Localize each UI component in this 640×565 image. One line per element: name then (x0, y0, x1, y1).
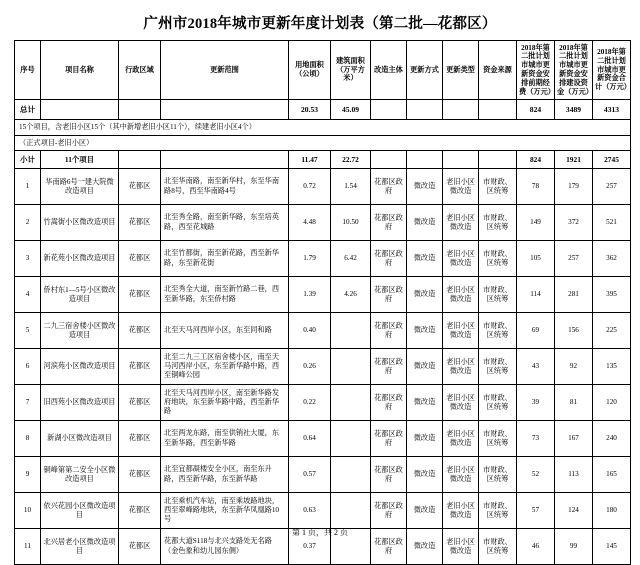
cell-build (331, 349, 371, 385)
cell-land: 1.79 (289, 241, 331, 277)
cell-land: 0.72 (289, 169, 331, 205)
total-name (41, 100, 119, 120)
cell-type: 老旧小区微改造 (443, 241, 479, 277)
header-seq: 序号 (15, 41, 41, 100)
cell-subject: 花都区政府 (371, 493, 407, 529)
header-fund-source: 资金来源 (479, 41, 517, 100)
cell-subject: 花都区政府 (371, 457, 407, 493)
cell-sum: 257 (593, 169, 631, 205)
cell-project-name: 侨村东1—5号小区微改造项目 (41, 277, 119, 313)
cell-admin: 花都区 (119, 529, 161, 565)
cell-pre: 57 (517, 493, 555, 529)
cell-land: 0.37 (289, 529, 331, 565)
table-row (15, 241, 631, 277)
cell-scope: 花都大道S118与北兴支路处无名路（金色象和幼儿园东侧） (161, 529, 289, 565)
subtotal-build: 22.72 (331, 151, 371, 169)
cell-sum: 240 (593, 421, 631, 457)
cell-land: 1.39 (289, 277, 331, 313)
cell-admin: 花都区 (119, 241, 161, 277)
cell-build (331, 457, 371, 493)
cell-type: 老旧小区微改造 (443, 457, 479, 493)
cell-seq: 5 (15, 313, 41, 349)
cell-seq: 9 (15, 457, 41, 493)
table-row (15, 385, 631, 421)
cell-sum: 180 (593, 493, 631, 529)
cell-cons: 167 (555, 421, 593, 457)
cell-type: 老旧小区微改造 (443, 493, 479, 529)
cell-build (331, 313, 371, 349)
subtotal-label: 小计 (15, 151, 41, 169)
cell-type: 老旧小区微改造 (443, 205, 479, 241)
cell-build (331, 385, 371, 421)
cell-seq: 10 (15, 493, 41, 529)
cell-sum: 145 (593, 529, 631, 565)
cell-scope: 北至乘机汽车站，南至乘坡路地块，西至翠峰路地块，东至新华凤凰路10号 (161, 493, 289, 529)
cell-land: 0.57 (289, 457, 331, 493)
cell-cons: 81 (555, 385, 593, 421)
header-mode: 更新方式 (407, 41, 443, 100)
cell-admin: 花都区 (119, 457, 161, 493)
cell-seq: 8 (15, 421, 41, 457)
total-subject (371, 100, 407, 120)
subtotal-sum: 2745 (593, 151, 631, 169)
total-type (443, 100, 479, 120)
subtotal-scope (161, 151, 289, 169)
urban-renewal-plan-table (14, 40, 631, 565)
cell-type: 老旧小区微改造 (443, 313, 479, 349)
cell-sum: 521 (593, 205, 631, 241)
cell-pre: 39 (517, 385, 555, 421)
cell-type: 老旧小区微改造 (443, 349, 479, 385)
table-row (15, 277, 631, 313)
cell-subject: 花都区政府 (371, 169, 407, 205)
cell-mode: 微改造 (407, 169, 443, 205)
total-land: 20.53 (289, 100, 331, 120)
cell-admin: 花都区 (119, 493, 161, 529)
cell-src: 市财政、区统筹 (479, 529, 517, 565)
table-body (15, 100, 631, 565)
cell-cons: 156 (555, 313, 593, 349)
cell-cons: 99 (555, 529, 593, 565)
cell-seq: 3 (15, 241, 41, 277)
cell-land: 0.26 (289, 349, 331, 385)
cell-scope: 北至秀全路，南至新华路，东至培英路，西至花城路 (161, 205, 289, 241)
cell-mode: 微改造 (407, 277, 443, 313)
cell-admin: 花都区 (119, 277, 161, 313)
table-row (15, 421, 631, 457)
header-project-name: 项目名称 (41, 41, 119, 100)
cell-project-name: 旧西苑小区微改造项目 (41, 385, 119, 421)
cell-subject: 花都区政府 (371, 385, 407, 421)
cell-subject: 花都区政府 (371, 349, 407, 385)
cell-type: 老旧小区微改造 (443, 277, 479, 313)
cell-src: 市财政、区统筹 (479, 205, 517, 241)
header-pre-funding: 2018年第二批计划市城市更新资金安排前期经费（万元） (517, 41, 555, 100)
cell-src: 市财政、区统筹 (479, 493, 517, 529)
cell-scope: 北至宜都凝楼安全小区，南至东升路，西至新华路，东至新华路 (161, 457, 289, 493)
cell-admin: 花都区 (119, 205, 161, 241)
subtotal-type (443, 151, 479, 169)
subtotal-pre: 824 (517, 151, 555, 169)
total-admin (119, 100, 161, 120)
cell-subject: 花都区政府 (371, 241, 407, 277)
table-header-row (15, 41, 631, 100)
cell-mode: 微改造 (407, 493, 443, 529)
cell-pre: 69 (517, 313, 555, 349)
cell-build (331, 493, 371, 529)
cell-mode: 微改造 (407, 421, 443, 457)
cell-pre: 43 (517, 349, 555, 385)
cell-seq: 4 (15, 277, 41, 313)
total-build: 45.09 (331, 100, 371, 120)
table-row (15, 349, 631, 385)
cell-build: 4.26 (331, 277, 371, 313)
header-subject: 改造主体 (371, 41, 407, 100)
cell-cons: 113 (555, 457, 593, 493)
cell-mode: 微改造 (407, 241, 443, 277)
cell-admin: 花都区 (119, 349, 161, 385)
cell-subject: 花都区政府 (371, 529, 407, 565)
cell-cons: 124 (555, 493, 593, 529)
cell-land: 0.40 (289, 313, 331, 349)
cell-pre: 78 (517, 169, 555, 205)
cell-land: 4.48 (289, 205, 331, 241)
cell-pre: 114 (517, 277, 555, 313)
cell-src: 市财政、区统筹 (479, 277, 517, 313)
cell-type: 老旧小区微改造 (443, 169, 479, 205)
table-row (15, 313, 631, 349)
cell-scope: 北至天马河西岸小区，南至新华路发府地块，东至新华路中路，西至新华路 (161, 385, 289, 421)
cell-seq: 6 (15, 349, 41, 385)
cell-type: 老旧小区微改造 (443, 421, 479, 457)
cell-seq: 11 (15, 529, 41, 565)
cell-land: 0.22 (289, 385, 331, 421)
cell-mode: 微改造 (407, 205, 443, 241)
subtotal-mode (407, 151, 443, 169)
cell-sum: 120 (593, 385, 631, 421)
cell-scope: 北至两龙东路，南至供销社大厦，东至新华路，西至新华路 (161, 421, 289, 457)
cell-project-name: 新湖小区微改造项目 (41, 421, 119, 457)
header-scope: 更新范围 (161, 41, 289, 100)
cell-sum: 362 (593, 241, 631, 277)
cell-mode: 微改造 (407, 457, 443, 493)
cell-build: 6.42 (331, 241, 371, 277)
cell-src: 市财政、区统筹 (479, 385, 517, 421)
cell-pre: 46 (517, 529, 555, 565)
cell-project-name: 新花苑小区微改造项目 (41, 241, 119, 277)
total-scope (161, 100, 289, 120)
cell-seq: 2 (15, 205, 41, 241)
page-footer: 第 1 页，共 2 页 (292, 528, 348, 537)
table-row-note-category (15, 136, 631, 151)
cell-cons: 372 (555, 205, 593, 241)
cell-project-name: 河滨苑小区微改造项目 (41, 349, 119, 385)
note-projects: 15个项目，含老旧小区15个（其中新增老旧小区11个），续建老旧小区4个） (15, 120, 631, 136)
cell-build: 10.50 (331, 205, 371, 241)
subtotal-land: 11.47 (289, 151, 331, 169)
table-row-note-projects (15, 120, 631, 136)
cell-sum: 165 (593, 457, 631, 493)
cell-mode: 微改造 (407, 529, 443, 565)
cell-scope: 北至二九三工区宿舍楼小区，南至天马河西岸小区，东至新华路中路，西至铜峰公园 (161, 349, 289, 385)
cell-project-name: 依兴花园小区微改造项目 (41, 493, 119, 529)
page-title: 广州市2018年城市更新年度计划表（第二批—花都区） (143, 16, 497, 32)
cell-subject: 花都区政府 (371, 205, 407, 241)
subtotal-subject (371, 151, 407, 169)
cell-scope: 北至华南路，南至新华村，东至华南路8号，西至华南路4号 (161, 169, 289, 205)
cell-project-name: 铜峰第第二安全小区微改造项目 (41, 457, 119, 493)
cell-src: 市财政、区统筹 (479, 169, 517, 205)
header-build-area: 建筑面积（万平方米） (331, 41, 371, 100)
cell-sum: 395 (593, 277, 631, 313)
cell-subject: 花都区政府 (371, 313, 407, 349)
subtotal-cons: 1921 (555, 151, 593, 169)
cell-land: 0.64 (289, 421, 331, 457)
cell-src: 市财政、区统筹 (479, 421, 517, 457)
cell-cons: 179 (555, 169, 593, 205)
note-category: （正式项目-老旧小区） (15, 136, 631, 151)
table-row (15, 169, 631, 205)
cell-project-name: 华南路6号一建大院微改造项目 (41, 169, 119, 205)
cell-sum: 225 (593, 313, 631, 349)
cell-scope: 北至竹都街，南至新花路，西至新华路，东至新花街 (161, 241, 289, 277)
cell-src: 市财政、区统筹 (479, 313, 517, 349)
cell-project-name: 竹嵩街小区微改造项目 (41, 205, 119, 241)
cell-cons: 257 (555, 241, 593, 277)
cell-pre: 52 (517, 457, 555, 493)
cell-seq: 7 (15, 385, 41, 421)
header-admin-area: 行政区域 (119, 41, 161, 100)
cell-sum: 135 (593, 349, 631, 385)
cell-pre: 149 (517, 205, 555, 241)
header-construction-funding: 2018年第二批计划市城市更新资金安排建设资金（万元） (555, 41, 593, 100)
cell-src: 市财政、区统筹 (479, 241, 517, 277)
cell-src: 市财政、区统筹 (479, 457, 517, 493)
header-total-funding: 2018年第二批计划市城市更新资金合计（万元） (593, 41, 631, 100)
total-sum: 4313 (593, 100, 631, 120)
subtotal-src (479, 151, 517, 169)
total-label: 总计 (15, 100, 41, 120)
cell-project-name: 二九三宿舍楼小区微改造项目 (41, 313, 119, 349)
cell-seq: 1 (15, 169, 41, 205)
total-cons: 3489 (555, 100, 593, 120)
cell-subject: 花都区政府 (371, 277, 407, 313)
cell-mode: 微改造 (407, 313, 443, 349)
table-row (15, 205, 631, 241)
cell-admin: 花都区 (119, 169, 161, 205)
cell-subject: 花都区政府 (371, 421, 407, 457)
table-row (15, 493, 631, 529)
total-mode (407, 100, 443, 120)
cell-mode: 微改造 (407, 349, 443, 385)
cell-cons: 281 (555, 277, 593, 313)
cell-project-name: 北兴居老小区微改造项目 (41, 529, 119, 565)
cell-type: 老旧小区微改造 (443, 385, 479, 421)
cell-pre: 105 (517, 241, 555, 277)
cell-scope: 北至秀全大道，南至新竹路二巷，西至新华路，东至侨村路 (161, 277, 289, 313)
total-src (479, 100, 517, 120)
cell-build (331, 421, 371, 457)
subtotal-admin (119, 151, 161, 169)
cell-type: 老旧小区微改造 (443, 529, 479, 565)
cell-land: 0.63 (289, 493, 331, 529)
subtotal-count: 11个项目 (41, 151, 119, 169)
cell-admin: 花都区 (119, 385, 161, 421)
table-row-total (15, 100, 631, 120)
cell-build: 1.54 (331, 169, 371, 205)
header-land-area: 用地面积（公顷） (289, 41, 331, 100)
cell-pre: 73 (517, 421, 555, 457)
header-type: 更新类型 (443, 41, 479, 100)
cell-cons: 92 (555, 349, 593, 385)
cell-mode: 微改造 (407, 385, 443, 421)
total-pre: 824 (517, 100, 555, 120)
cell-src: 市财政、区统筹 (479, 349, 517, 385)
table-row (15, 457, 631, 493)
cell-admin: 花都区 (119, 421, 161, 457)
cell-admin: 花都区 (119, 313, 161, 349)
cell-scope: 北至天马河西岸小区，东至同和路 (161, 313, 289, 349)
table-row-subtotal (15, 151, 631, 169)
